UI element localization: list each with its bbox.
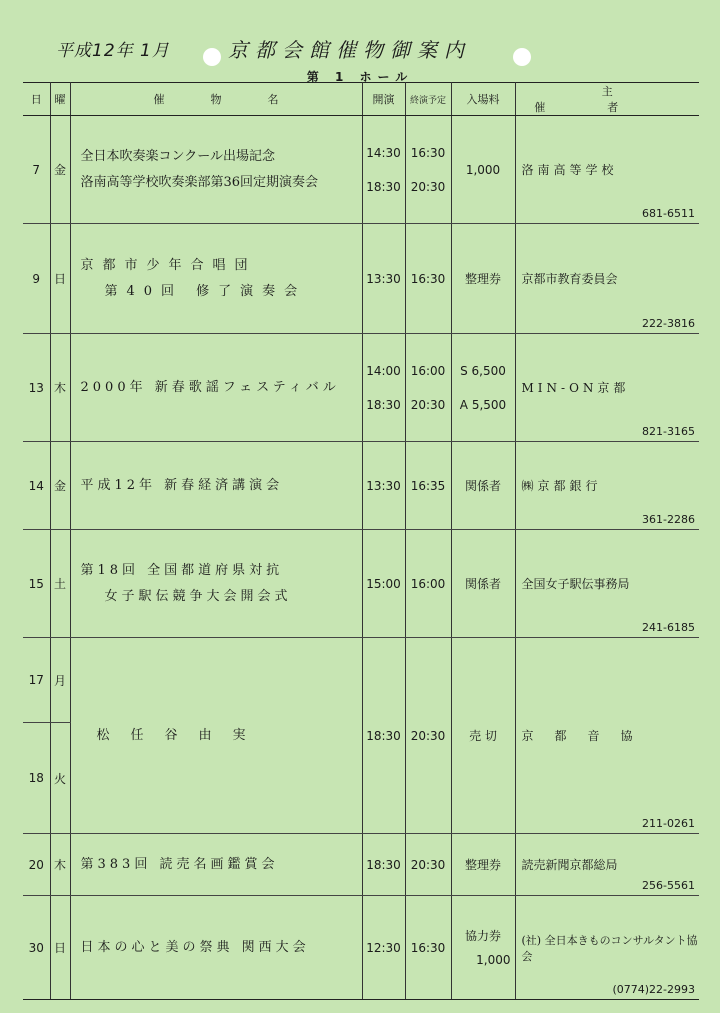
table-header <box>23 83 699 116</box>
weekday-cell: 火 <box>50 723 70 834</box>
weekday-cell: 日 <box>50 224 70 334</box>
open-cell: 12:30 <box>362 896 405 1000</box>
organizer-cell <box>515 530 699 638</box>
phone-number: 361-2286 <box>642 513 695 526</box>
price-cell: 1,000 <box>451 116 515 224</box>
price-cell <box>451 334 515 442</box>
event-line: 第18回 全国都道府県対抗 <box>80 562 284 578</box>
weekday-cell: 木 <box>50 834 70 896</box>
event-line: 女子駅伝競争大会開会式 <box>104 588 292 604</box>
header-event: 催物名 <box>70 83 362 116</box>
open-cell: 18:30 <box>362 834 405 896</box>
day-cell: 9 <box>23 224 50 334</box>
document-title: 京都会館催物御案内 <box>228 38 471 62</box>
event-line: 全日本吹奏楽コンクール出場記念 <box>80 148 275 164</box>
event-line: 松任谷由実 <box>96 727 267 743</box>
event-line: 第383回 読売名画鑑賞会 <box>80 856 279 872</box>
organizer-cell <box>515 638 699 834</box>
open-cell: 18:30 <box>362 638 405 834</box>
event-cell <box>70 224 362 334</box>
price-cell: 売 切 <box>451 638 515 834</box>
hall-name: 第 1 ホール <box>306 70 414 84</box>
organizer-cell <box>515 834 699 896</box>
open-time: 18:30 <box>366 397 401 412</box>
organizer-cell <box>515 116 699 224</box>
table-row <box>23 224 699 334</box>
header-day: 日 <box>23 83 50 116</box>
event-line: 2000年 新春歌謡フェスティバル <box>80 379 340 395</box>
organizer-name: 京都音協 <box>521 729 654 743</box>
weekday-cell: 日 <box>50 896 70 1000</box>
close-cell: 16:35 <box>405 442 451 530</box>
phone-number: 256-5561 <box>642 879 695 892</box>
price-value: S 6,500 <box>460 363 506 378</box>
close-time: 16:00 <box>410 363 446 378</box>
day-cell: 20 <box>23 834 50 896</box>
close-time: 20:30 <box>410 179 446 194</box>
phone-number: (0774)22-2993 <box>612 983 695 996</box>
organizer-name: 全国女子駅伝事務局 <box>521 577 630 591</box>
close-cell: 16:00 <box>405 530 451 638</box>
punch-hole-left <box>203 48 221 66</box>
phone-number: 241-6185 <box>642 621 695 634</box>
organizer-cell <box>515 442 699 530</box>
phone-number: 222-3816 <box>642 317 695 330</box>
event-line: 平成12年 新春経済講演会 <box>80 477 284 493</box>
phone-number: 681-6511 <box>642 207 695 220</box>
day-cell: 30 <box>23 896 50 1000</box>
close-cell: 16:30 <box>405 224 451 334</box>
open-time: 18:30 <box>366 179 401 194</box>
phone-number: 821-3165 <box>642 425 695 438</box>
day-cell: 7 <box>23 116 50 224</box>
weekday-cell: 木 <box>50 334 70 442</box>
close-cell: 16:30 <box>405 896 451 1000</box>
event-cell <box>70 638 362 834</box>
organizer-name: (社) 全日本きものコンサルタント協会 <box>521 933 698 963</box>
day-cell: 15 <box>23 530 50 638</box>
event-cell <box>70 442 362 530</box>
close-time: 16:30 <box>410 145 446 160</box>
phone-number: 211-0261 <box>642 817 695 830</box>
open-cell: 15:00 <box>362 530 405 638</box>
table-row <box>23 334 699 442</box>
table-row <box>23 442 699 530</box>
organizer-name: MIN-ON京都 <box>521 381 630 395</box>
organizer-name: 京都市教育委員会 <box>521 272 618 286</box>
day-cell: 17 <box>23 638 50 723</box>
close-cell: 20:30 <box>405 834 451 896</box>
event-line: 洛南高等学校吹奏楽部第36回定期演奏会 <box>80 174 319 190</box>
organizer-cell <box>515 224 699 334</box>
open-cell <box>362 334 405 442</box>
table-row <box>23 834 699 896</box>
table-row <box>23 530 699 638</box>
table-row <box>23 896 699 1000</box>
event-cell <box>70 116 362 224</box>
event-cell <box>70 896 362 1000</box>
day-cell: 14 <box>23 442 50 530</box>
header-organizer: 主催者 <box>515 83 699 116</box>
price-value: 1,000 <box>476 952 511 967</box>
price-value: A 5,500 <box>459 397 507 412</box>
header-price: 入場料 <box>451 83 515 116</box>
punch-hole-right <box>513 48 531 66</box>
organizer-cell <box>515 896 699 1000</box>
organizer-name: 洛南高等学校 <box>521 163 618 177</box>
open-time: 14:00 <box>366 363 401 378</box>
close-cell: 20:30 <box>405 638 451 834</box>
open-cell: 13:30 <box>362 224 405 334</box>
price-cell: 整理券 <box>451 834 515 896</box>
close-cell <box>405 334 451 442</box>
schedule-table <box>23 82 699 1000</box>
organizer-cell <box>515 334 699 442</box>
organizer-name: ㈱京都銀行 <box>521 479 602 493</box>
weekday-cell: 金 <box>50 442 70 530</box>
weekday-cell: 月 <box>50 638 70 723</box>
price-cell: 関係者 <box>451 442 515 530</box>
event-cell <box>70 834 362 896</box>
close-time: 20:30 <box>410 397 446 412</box>
weekday-cell: 土 <box>50 530 70 638</box>
day-cell: 13 <box>23 334 50 442</box>
header-close: 終演予定 <box>405 83 451 116</box>
open-cell: 13:30 <box>362 442 405 530</box>
table-row <box>23 638 699 723</box>
event-cell <box>70 530 362 638</box>
open-cell <box>362 116 405 224</box>
table-row <box>23 116 699 224</box>
day-cell: 18 <box>23 723 50 834</box>
close-cell <box>405 116 451 224</box>
price-cell <box>451 896 515 1000</box>
weekday-cell: 金 <box>50 116 70 224</box>
event-line: 京都市少年合唱団 <box>80 257 257 273</box>
price-cell: 整理券 <box>451 224 515 334</box>
event-cell <box>70 334 362 442</box>
price-cell: 関係者 <box>451 530 515 638</box>
header-weekday: 曜 <box>50 83 70 116</box>
document-date: 平成12年 1月 <box>56 41 170 61</box>
event-line: 日本の心と美の祭典 関西大会 <box>80 939 310 955</box>
header-open: 開演 <box>362 83 405 116</box>
event-line: 第40回 修了演奏会 <box>104 283 307 299</box>
organizer-name: 読売新聞京都総局 <box>521 858 618 872</box>
price-value: 協力券 <box>464 928 501 943</box>
open-time: 14:30 <box>366 145 401 160</box>
